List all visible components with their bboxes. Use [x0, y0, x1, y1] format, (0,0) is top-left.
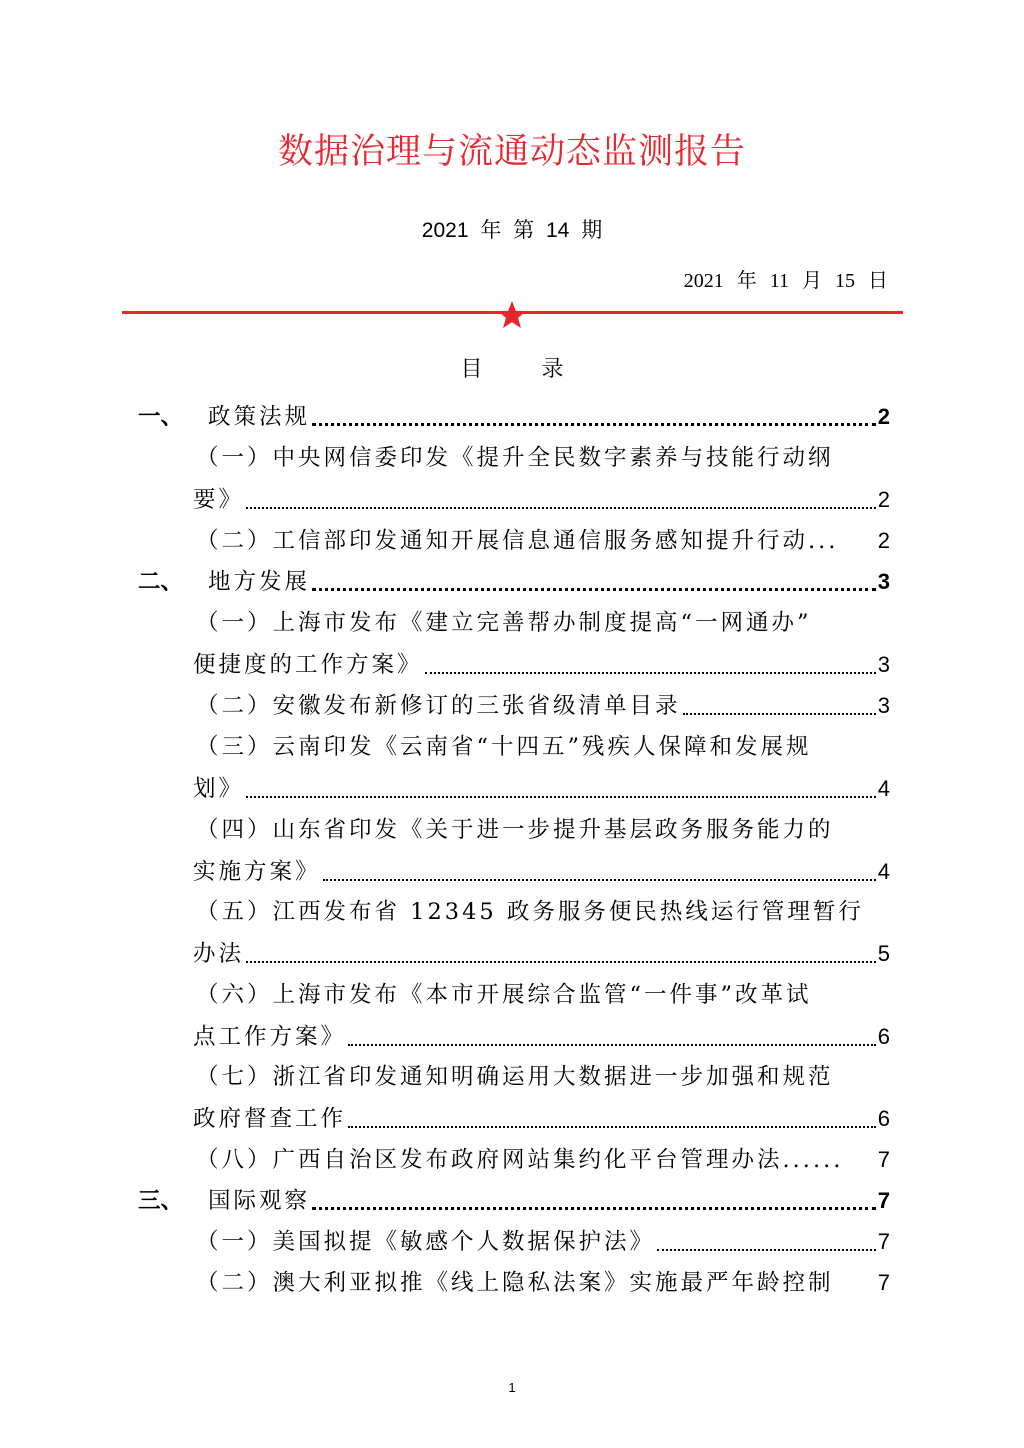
toc-section-number: 三、: [138, 1188, 184, 1214]
toc-page-number: 2: [877, 528, 890, 553]
toc-leader: [657, 1248, 876, 1251]
toc-leader: [348, 1043, 876, 1046]
toc-page-number: 2: [877, 487, 890, 512]
toc-page-number: 6: [877, 1106, 890, 1131]
toc-leader: [312, 1206, 876, 1210]
toc-entry[interactable]: [196, 1263, 890, 1303]
page-number: 1: [508, 1380, 516, 1395]
toc-page-number: 7: [877, 1229, 890, 1254]
toc-section-title: 国际观察: [208, 1188, 311, 1214]
toc-entry-continuation: 政府督查工作: [193, 1106, 347, 1132]
toc-entry-text[interactable]: （一）上海市发布《建立完善帮办制度提高“一网通办”: [196, 610, 812, 636]
toc-page-number: 6: [877, 1024, 890, 1049]
toc-section[interactable]: [138, 562, 890, 602]
toc-leader: [246, 506, 876, 509]
toc-entry-continuation: 实施方案》: [193, 859, 321, 885]
toc-section-number: 一、: [138, 404, 184, 430]
toc-entry[interactable]: [193, 934, 890, 974]
toc-page-number: 7: [877, 1188, 890, 1213]
red-star-icon: [496, 299, 528, 331]
toc-page-number: 3: [877, 652, 890, 677]
toc-entry[interactable]: [196, 686, 890, 726]
toc-leader: [348, 1125, 876, 1128]
toc-entry-continuation: 点工作方案》: [193, 1024, 347, 1050]
toc-page-number: 3: [877, 693, 890, 718]
toc-entry-text[interactable]: （三）云南印发《云南省“十四五”残疾人保障和发展规: [196, 734, 812, 760]
toc-page-number: 7: [877, 1270, 890, 1295]
toc-page-number: 3: [877, 569, 890, 594]
toc-page-number: 2: [877, 404, 890, 429]
toc-leader: [246, 960, 876, 963]
toc-entry-text[interactable]: （一）中央网信委印发《提升全民数字素养与技能行动纲: [196, 445, 834, 471]
toc-leader: [312, 587, 876, 591]
toc-page-number: 4: [877, 859, 890, 884]
toc-entry[interactable]: [193, 645, 890, 685]
toc-entry-text: （二）工信部印发通知开展信息通信服务感知提升行动...: [196, 528, 839, 554]
toc-entry[interactable]: [193, 480, 890, 520]
toc-entry-text[interactable]: （六）上海市发布《本市开展综合监管“一件事”改革试: [196, 982, 812, 1008]
toc-entry-continuation: 要》: [193, 487, 245, 513]
issue-number: 2021 年 第 14 期: [421, 219, 603, 242]
toc-section-title: 地方发展: [208, 569, 311, 595]
toc-entry[interactable]: [193, 769, 890, 809]
toc-entry-text: （二）澳大利亚拟推《线上隐私法案》实施最严年龄控制: [196, 1270, 834, 1296]
toc-entry-text: （一）美国拟提《敏感个人数据保护法》: [196, 1229, 656, 1255]
toc-entry[interactable]: [196, 1140, 890, 1180]
issue-date: 2021 年 11 月 15 日: [683, 270, 888, 292]
report-title: 数据治理与流通动态监测报告: [277, 132, 746, 172]
toc-entry-text: （八）广西自治区发布政府网站集约化平台管理办法......: [196, 1147, 844, 1173]
toc-section[interactable]: [138, 1181, 890, 1221]
toc-section[interactable]: [138, 397, 890, 437]
toc-entry-text[interactable]: （四）山东省印发《关于进一步提升基层政务服务能力的: [196, 817, 834, 843]
toc-entry[interactable]: [193, 1017, 890, 1057]
toc-leader: [323, 878, 876, 881]
toc-entry-text[interactable]: （五）江西发布省 12345 政务服务便民热线运行管理暂行: [196, 899, 864, 925]
toc-leader: [246, 795, 876, 798]
toc-entry-text[interactable]: （七）浙江省印发通知明确运用大数据进一步加强和规范: [196, 1064, 834, 1090]
toc-entry-text: （二）安徽发布新修订的三张省级清单目录: [196, 693, 681, 719]
toc-entry[interactable]: [196, 1222, 890, 1262]
toc-entry-continuation: 便捷度的工作方案》: [193, 652, 423, 678]
toc-leader: [312, 422, 876, 426]
toc-section-number: 二、: [138, 569, 184, 595]
toc-section-title: 政策法规: [208, 404, 311, 430]
toc-entry[interactable]: [196, 521, 890, 561]
toc-entry-continuation: 划》: [193, 776, 245, 802]
toc-heading: 目 录: [460, 357, 590, 382]
toc-entry[interactable]: [193, 852, 890, 892]
toc-entry-continuation: 办法: [193, 941, 245, 967]
toc-page-number: 7: [877, 1147, 890, 1172]
toc-leader: [425, 671, 876, 674]
toc-page-number: 5: [877, 941, 890, 966]
toc-page-number: 4: [877, 776, 890, 801]
toc-leader: [683, 712, 876, 715]
toc-entry[interactable]: [193, 1099, 890, 1139]
